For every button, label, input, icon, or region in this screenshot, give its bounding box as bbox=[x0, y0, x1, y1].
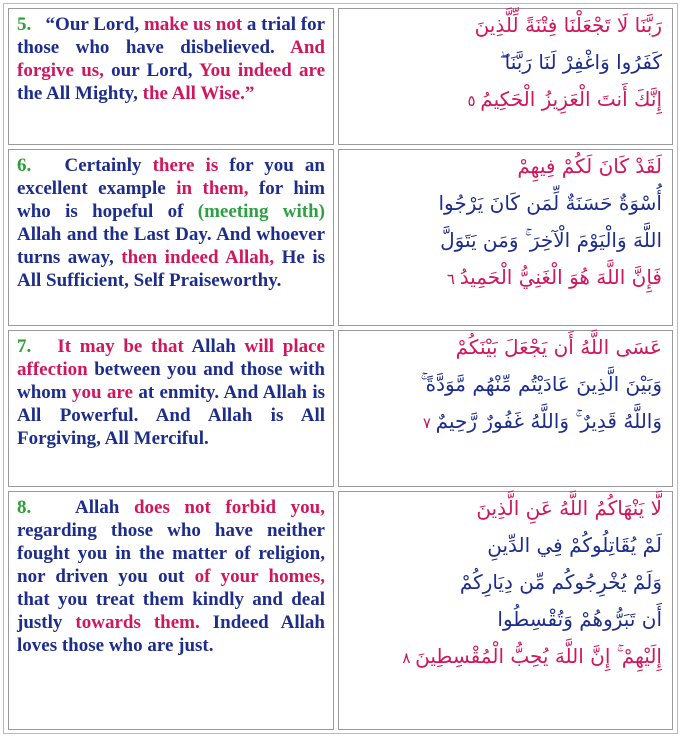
arabic-text-segment: وَاللَّهُ قَدِيرٌ ۚ وَاللَّهُ غَفُورٌ رَّحِيمٌ bbox=[435, 409, 662, 433]
arabic-line bbox=[349, 533, 662, 557]
arabic-line bbox=[349, 191, 662, 215]
english-text-segment: nor driven you out bbox=[17, 566, 195, 587]
english-text-segment: who is hopeful of bbox=[17, 201, 198, 222]
arabic-text-segment: وَلَمْ يُخْرِجُوكُم مِّن دِيَارِكُمْ bbox=[459, 570, 662, 594]
english-text-segment: in them, bbox=[176, 178, 259, 199]
english-text-segment: towards them. bbox=[75, 612, 213, 633]
arabic-line bbox=[349, 335, 662, 359]
arabic-line bbox=[349, 50, 662, 74]
arabic-text-segment: كَفَرُوا وَاغْفِرْ لَنَا رَبَّنَا ۖ bbox=[499, 50, 662, 74]
english-text-segment: Allah and the Last Day. bbox=[17, 224, 217, 245]
arabic-text-segment: إِنَّكَ أَنتَ الْعَزِيزُ الْحَكِيمُ bbox=[480, 87, 662, 111]
arabic-cell bbox=[338, 8, 673, 145]
english-text-segment: for you an excellent example bbox=[17, 155, 325, 199]
arabic-text-segment: فَإِنَّ اللَّهَ هُوَ الْغَنِيُّ الْحَمِيدُ bbox=[459, 265, 662, 289]
arabic-cell bbox=[338, 491, 673, 730]
verse-number: 5. bbox=[17, 14, 32, 35]
arabic-text-segment: عَسَى اللَّهُ أَن يَجْعَلَ بَيْنَكُمْ bbox=[455, 335, 662, 359]
arabic-line bbox=[349, 372, 662, 396]
arabic-line bbox=[349, 154, 662, 178]
arabic-cell bbox=[338, 149, 673, 326]
verse-row bbox=[8, 149, 673, 326]
arabic-text-segment: وَبَيْنَ الَّذِينَ عَادَيْتُم مِّنْهُم مَّوَدَّةً ۚ bbox=[420, 372, 662, 396]
english-text-segment: a trial bbox=[246, 14, 301, 35]
english-cell bbox=[8, 149, 334, 326]
english-text-segment: “Our Lord, bbox=[45, 14, 144, 35]
english-text-segment: and deal justly bbox=[17, 589, 325, 633]
arabic-text-segment: اللَّهَ وَالْيَوْمَ الْآخِرَ ۚ وَمَن يَتَوَلَّ bbox=[440, 228, 662, 252]
arabic-text-segment: إِلَيْهِمْ ۚ إِنَّ اللَّهَ يُحِبُّ الْمُقْسِطِينَ bbox=[415, 644, 662, 668]
english-cell bbox=[8, 8, 334, 145]
english-text-segment: does not forbid you, bbox=[133, 497, 325, 518]
ayah-end-mark: ٦ bbox=[446, 270, 460, 288]
english-cell bbox=[8, 491, 334, 730]
english-text-segment: regarding those who have neither fought you bbox=[17, 520, 325, 564]
english-text-segment: loves those who are just. bbox=[17, 635, 214, 656]
english-text-segment: between you and those with whom bbox=[17, 359, 325, 403]
arabic-cell bbox=[338, 330, 673, 487]
english-text-segment: the All Wise.” bbox=[142, 83, 255, 104]
english-text-segment: there is bbox=[152, 155, 230, 176]
arabic-text-segment: لَقَدْ كَانَ لَكُمْ فِيهِمْ bbox=[517, 154, 662, 178]
ayah-end-mark: ٥ bbox=[467, 92, 481, 110]
english-text-segment: Allah bbox=[75, 497, 134, 518]
english-text-segment: (meeting with) bbox=[197, 201, 325, 222]
verse-table bbox=[3, 3, 678, 734]
arabic-line bbox=[349, 607, 662, 631]
english-text-segment: make us not bbox=[143, 14, 247, 35]
english-text-segment: Self Praiseworthy. bbox=[133, 270, 282, 291]
english-text-segment: And whoever turns away, bbox=[17, 224, 325, 268]
english-text-segment: you are bbox=[71, 382, 139, 403]
arabic-text-segment: أُسْوَةٌ حَسَنَةٌ لِّمَن كَانَ يَرْجُوا bbox=[438, 191, 662, 215]
english-text-segment: He is All Sufficient, bbox=[17, 247, 325, 291]
arabic-line bbox=[349, 644, 662, 670]
arabic-line bbox=[349, 228, 662, 252]
english-text-segment: in the matter of religion, bbox=[115, 543, 326, 564]
english-text-segment: the All Mighty, bbox=[17, 83, 143, 104]
arabic-line bbox=[349, 87, 662, 113]
english-text-segment: then indeed Allah, bbox=[121, 247, 282, 268]
verse-number: 8. bbox=[17, 497, 32, 518]
arabic-text-segment: لَّا يَنْهَاكُمُ اللَّهُ عَنِ الَّذِينَ bbox=[476, 496, 662, 520]
verse-row bbox=[8, 491, 673, 730]
arabic-line bbox=[349, 409, 662, 435]
english-text-segment: for him bbox=[258, 178, 325, 199]
english-text-segment: at enmity. And Allah is All Powerful. And Allah is All Forgiving, All Merciful. bbox=[17, 382, 325, 449]
arabic-line bbox=[349, 570, 662, 594]
arabic-line bbox=[349, 13, 662, 37]
ayah-end-mark: ٨ bbox=[402, 649, 416, 667]
english-text-segment: Certainly bbox=[64, 155, 153, 176]
verse-row bbox=[8, 8, 673, 145]
verse-number: 7. bbox=[17, 336, 32, 357]
arabic-text-segment: أَن تَبَرُّوهُمْ وَتُقْسِطُوا bbox=[497, 607, 662, 631]
english-cell bbox=[8, 330, 334, 487]
english-text-segment: You indeed are bbox=[199, 60, 326, 81]
english-text-segment: will place affection bbox=[17, 336, 325, 380]
english-text-segment: that you treat them kindly bbox=[17, 589, 253, 610]
verse-number: 6. bbox=[17, 155, 32, 176]
english-text-segment: Allah bbox=[191, 336, 245, 357]
arabic-line bbox=[349, 265, 662, 291]
arabic-text-segment: رَبَّنَا لَا تَجْعَلْنَا فِتْنَةً لِّلَّذِينَ bbox=[474, 13, 662, 37]
english-text-segment: It may be that bbox=[57, 336, 192, 357]
english-text-segment: our Lord, bbox=[111, 60, 199, 81]
ayah-end-mark: ٧ bbox=[422, 414, 436, 432]
english-text-segment: of your homes, bbox=[194, 566, 325, 587]
arabic-text-segment: لَمْ يُقَاتِلُوكُمْ فِي الدِّينِ bbox=[487, 533, 662, 557]
english-text-segment: for those who have disbelieved. bbox=[17, 14, 326, 58]
arabic-line bbox=[349, 496, 662, 520]
english-text-segment: Indeed Allah bbox=[212, 612, 325, 633]
verse-row bbox=[8, 330, 673, 487]
english-text-segment: And forgive us, bbox=[17, 37, 325, 81]
